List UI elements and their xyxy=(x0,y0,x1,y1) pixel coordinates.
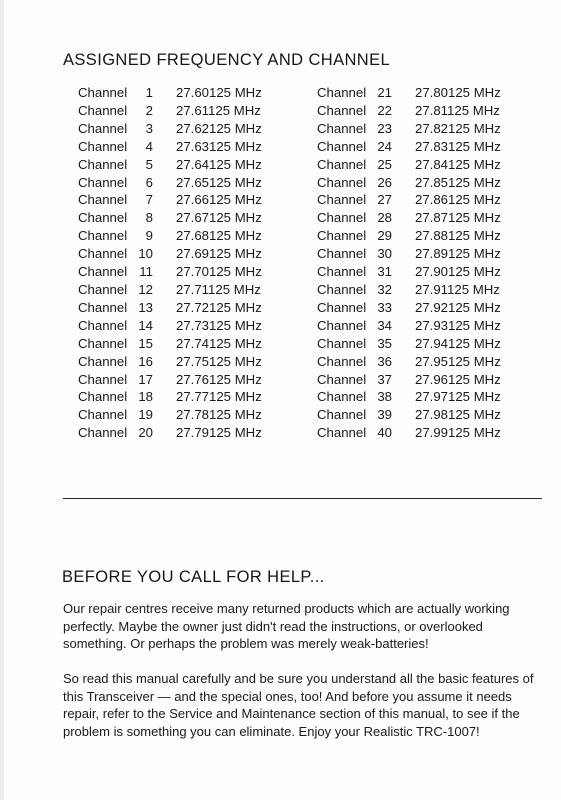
channel-row xyxy=(317,388,525,406)
channel-frequency xyxy=(176,263,286,281)
frequency-value: 27.86125 xyxy=(415,192,471,208)
channel-label: Channel xyxy=(78,281,128,297)
channel-label: Channel xyxy=(317,371,367,387)
frequency-value: 27.61125 xyxy=(176,102,231,118)
help-section-title: BEFORE YOU CALL FOR HELP... xyxy=(62,568,325,586)
frequency-unit: MHz xyxy=(234,85,262,100)
channel-label: Channel xyxy=(317,156,367,172)
frequency-value: 27.81125 xyxy=(415,102,470,118)
channel-frequency xyxy=(415,263,525,281)
channel-frequency xyxy=(176,191,286,209)
frequency-unit: MHz xyxy=(234,335,262,351)
channel-row xyxy=(317,424,525,442)
frequency-value: 27.67125 xyxy=(176,210,232,226)
channel-number: 29 xyxy=(377,228,392,244)
channel-frequency xyxy=(176,174,286,192)
channel-frequency xyxy=(176,120,286,138)
frequency-unit: MHz xyxy=(473,264,501,280)
channel-label: Channel xyxy=(317,174,367,190)
frequency-unit: MHz xyxy=(473,138,501,154)
channel-frequency xyxy=(415,84,525,102)
channel-frequency xyxy=(176,209,286,227)
frequency-value: 27.88125 xyxy=(415,228,471,244)
frequency-unit: MHz xyxy=(473,371,501,387)
frequency-unit: MHz xyxy=(234,156,262,172)
channel-label: Channel xyxy=(317,120,367,136)
channel-label: Channel xyxy=(78,389,128,405)
channel-label: Channel xyxy=(78,317,128,333)
channel-number: 25 xyxy=(377,156,392,172)
channel-row xyxy=(78,299,286,317)
channel-row xyxy=(78,353,286,371)
channel-row xyxy=(317,371,525,389)
channel-row xyxy=(78,138,286,156)
channel-number: 15 xyxy=(138,335,153,351)
channel-number: 9 xyxy=(145,228,153,244)
frequency-value: 27.91125 xyxy=(415,281,470,297)
channel-label: Channel xyxy=(78,156,128,172)
channel-frequency xyxy=(176,424,286,442)
channel-frequency xyxy=(176,138,286,156)
channel-frequency xyxy=(415,191,525,209)
frequency-value: 27.98125 xyxy=(415,407,471,423)
channel-row xyxy=(78,335,286,353)
channel-label: Channel xyxy=(78,335,128,351)
frequency-unit: MHz xyxy=(473,353,501,369)
channel-number: 11 xyxy=(139,264,153,280)
frequency-value: 27.71125 xyxy=(176,281,231,297)
channel-label: Channel xyxy=(78,228,128,244)
frequency-unit: MHz xyxy=(472,281,500,297)
channel-number: 3 xyxy=(145,120,153,136)
channel-label: Channel xyxy=(78,102,128,118)
channel-label: Channel xyxy=(78,299,128,315)
channel-label: Channel xyxy=(78,138,128,154)
channel-frequency xyxy=(415,353,525,371)
frequency-value: 27.64125 xyxy=(176,156,232,172)
page-edge-shadow xyxy=(0,0,4,800)
frequency-unit: MHz xyxy=(473,425,501,441)
channel-label: Channel xyxy=(317,317,367,333)
frequency-table-right xyxy=(317,84,525,442)
channel-row xyxy=(317,227,525,245)
channel-row xyxy=(78,317,286,335)
channel-number: 7 xyxy=(145,192,153,208)
channel-row xyxy=(78,263,286,281)
channel-frequency xyxy=(176,406,286,424)
frequency-value: 27.66125 xyxy=(176,192,232,208)
channel-row xyxy=(317,174,525,192)
channel-number: 33 xyxy=(377,299,392,315)
channel-number: 36 xyxy=(377,353,392,369)
channel-row xyxy=(78,406,286,424)
frequency-unit: MHz xyxy=(473,299,501,315)
channel-row xyxy=(78,120,286,138)
channel-row xyxy=(317,84,525,102)
frequency-value: 27.92125 xyxy=(415,299,471,315)
frequency-value: 27.87125 xyxy=(415,210,471,226)
channel-number: 34 xyxy=(377,317,392,333)
frequency-value: 27.93125 xyxy=(415,317,471,333)
frequency-value: 27.62125 xyxy=(176,120,232,136)
channel-frequency xyxy=(415,138,525,156)
channel-frequency xyxy=(176,317,286,335)
channel-number: 24 xyxy=(377,138,392,154)
channel-label: Channel xyxy=(78,210,128,226)
channel-frequency xyxy=(415,317,525,335)
channel-label: Channel xyxy=(317,246,367,262)
channel-row xyxy=(317,263,525,281)
frequency-value: 27.65125 xyxy=(176,174,232,190)
channel-frequency xyxy=(176,371,286,389)
frequency-value: 27.76125 xyxy=(176,371,232,387)
channel-label: Channel xyxy=(78,246,128,262)
frequency-unit: MHz xyxy=(234,264,262,280)
channel-label: Channel xyxy=(78,174,128,190)
channel-row xyxy=(78,388,286,406)
frequency-unit: MHz xyxy=(234,210,262,226)
channel-label: Channel xyxy=(78,85,128,100)
channel-row xyxy=(78,174,286,192)
channel-row xyxy=(317,245,525,263)
channel-number: 31 xyxy=(377,264,392,280)
channel-label: Channel xyxy=(317,138,367,154)
channel-number: 39 xyxy=(377,407,392,423)
frequency-section-title: ASSIGNED FREQUENCY AND CHANNEL xyxy=(63,51,391,69)
frequency-unit: MHz xyxy=(473,156,501,172)
frequency-value: 27.73125 xyxy=(176,317,232,333)
channel-row xyxy=(78,84,286,102)
channel-row xyxy=(317,209,525,227)
frequency-value: 27.80125 xyxy=(415,85,471,100)
channel-label: Channel xyxy=(317,299,367,315)
channel-number: 13 xyxy=(138,299,153,315)
help-paragraph-1: Our repair centres receive many returned products which are actually working perfectly. Maybe the owner just didn't read the instructions, or overlooked something. Or perhaps the problem was merely weak-batteries! xyxy=(63,601,510,652)
frequency-unit: MHz xyxy=(233,281,261,297)
channel-label: Channel xyxy=(317,85,367,100)
frequency-value: 27.90125 xyxy=(415,264,471,280)
channel-row xyxy=(317,317,525,335)
frequency-unit: MHz xyxy=(234,407,262,423)
channel-number: 4 xyxy=(145,138,153,154)
frequency-unit: MHz xyxy=(473,174,501,190)
frequency-value: 27.97125 xyxy=(415,389,471,405)
channel-frequency xyxy=(176,335,286,353)
channel-row xyxy=(78,191,286,209)
channel-number: 28 xyxy=(377,210,392,226)
channel-number: 8 xyxy=(145,210,153,226)
frequency-unit: MHz xyxy=(472,102,500,118)
frequency-unit: MHz xyxy=(233,102,261,118)
frequency-value: 27.94125 xyxy=(415,335,471,351)
frequency-unit: MHz xyxy=(234,353,262,369)
channel-row xyxy=(317,353,525,371)
frequency-unit: MHz xyxy=(234,246,262,262)
channel-frequency xyxy=(415,388,525,406)
frequency-value: 27.69125 xyxy=(176,246,232,262)
frequency-unit: MHz xyxy=(234,389,262,405)
channel-label: Channel xyxy=(317,407,367,423)
channel-label: Channel xyxy=(78,192,128,208)
channel-number: 14 xyxy=(138,317,153,333)
frequency-value: 27.95125 xyxy=(415,353,471,369)
frequency-unit: MHz xyxy=(473,210,501,226)
channel-row xyxy=(317,406,525,424)
channel-row xyxy=(317,102,525,120)
frequency-value: 27.75125 xyxy=(176,353,232,369)
frequency-value: 27.68125 xyxy=(176,228,232,244)
channel-number: 17 xyxy=(138,371,153,387)
channel-row xyxy=(317,191,525,209)
frequency-unit: MHz xyxy=(473,317,501,333)
channel-frequency xyxy=(176,388,286,406)
channel-frequency xyxy=(415,120,525,138)
channel-frequency xyxy=(176,245,286,263)
channel-number: 10 xyxy=(138,246,153,262)
channel-number: 20 xyxy=(138,425,153,441)
frequency-unit: MHz xyxy=(473,389,501,405)
frequency-unit: MHz xyxy=(234,425,262,441)
channel-row xyxy=(78,227,286,245)
channel-number: 5 xyxy=(145,156,153,172)
channel-row xyxy=(317,335,525,353)
channel-row xyxy=(78,245,286,263)
channel-number: 37 xyxy=(377,371,392,387)
frequency-value: 27.63125 xyxy=(176,138,232,154)
help-paragraph-2: So read this manual carefully and be sure you understand all the basic features of this Transceiver — and the special ones, too! And before you assume it needs repair, refer to the Service and Maintenance section of this manual, to see if the problem is something you can eliminate. Enjoy your Realistic TRC-1007! xyxy=(63,671,534,739)
channel-label: Channel xyxy=(317,264,367,280)
channel-number: 1 xyxy=(145,85,153,100)
channel-number: 27 xyxy=(377,192,392,208)
frequency-value: 27.70125 xyxy=(176,264,232,280)
frequency-value: 27.78125 xyxy=(176,407,232,423)
channel-frequency xyxy=(176,281,286,299)
channel-label: Channel xyxy=(317,389,367,405)
channel-label: Channel xyxy=(78,371,128,387)
channel-row xyxy=(78,424,286,442)
frequency-value: 27.83125 xyxy=(415,138,471,154)
channel-frequency xyxy=(415,371,525,389)
frequency-value: 27.96125 xyxy=(415,371,471,387)
frequency-unit: MHz xyxy=(234,138,262,154)
frequency-unit: MHz xyxy=(473,335,501,351)
channel-frequency xyxy=(415,335,525,353)
frequency-value: 27.79125 xyxy=(176,425,232,441)
channel-number: 12 xyxy=(138,281,153,297)
channel-frequency xyxy=(176,299,286,317)
channel-row xyxy=(78,371,286,389)
channel-frequency xyxy=(415,424,525,442)
channel-label: Channel xyxy=(78,425,128,441)
channel-row xyxy=(78,209,286,227)
frequency-unit: MHz xyxy=(234,120,262,136)
channel-label: Channel xyxy=(317,335,367,351)
frequency-value: 27.60125 xyxy=(176,85,232,100)
channel-number: 16 xyxy=(138,353,153,369)
channel-frequency xyxy=(415,299,525,317)
frequency-value: 27.72125 xyxy=(176,299,232,315)
channel-number: 40 xyxy=(377,425,392,441)
channel-row xyxy=(78,281,286,299)
channel-row xyxy=(317,138,525,156)
frequency-value: 27.77125 xyxy=(176,389,232,405)
frequency-unit: MHz xyxy=(473,228,501,244)
frequency-value: 27.82125 xyxy=(415,120,471,136)
frequency-unit: MHz xyxy=(473,407,501,423)
channel-frequency xyxy=(415,245,525,263)
frequency-unit: MHz xyxy=(473,85,501,100)
channel-label: Channel xyxy=(317,425,367,441)
channel-label: Channel xyxy=(317,228,367,244)
channel-row xyxy=(78,102,286,120)
channel-number: 19 xyxy=(138,407,153,423)
frequency-unit: MHz xyxy=(473,246,501,262)
channel-label: Channel xyxy=(78,353,128,369)
channel-number: 38 xyxy=(377,389,392,405)
channel-frequency xyxy=(176,353,286,371)
channel-frequency xyxy=(415,174,525,192)
channel-number: 22 xyxy=(377,102,392,118)
channel-number: 21 xyxy=(377,85,392,100)
channel-number: 2 xyxy=(145,102,153,118)
frequency-value: 27.85125 xyxy=(415,174,471,190)
channel-frequency xyxy=(415,281,525,299)
channel-frequency xyxy=(176,227,286,245)
channel-number: 23 xyxy=(377,120,392,136)
channel-number: 32 xyxy=(377,281,392,297)
frequency-unit: MHz xyxy=(473,192,501,208)
channel-frequency xyxy=(176,156,286,174)
frequency-value: 27.84125 xyxy=(415,156,471,172)
channel-row xyxy=(317,120,525,138)
section-divider xyxy=(63,498,542,499)
channel-frequency xyxy=(176,84,286,102)
frequency-table-left xyxy=(78,84,286,442)
frequency-unit: MHz xyxy=(234,317,262,333)
frequency-unit: MHz xyxy=(473,120,501,136)
channel-label: Channel xyxy=(78,120,128,136)
frequency-unit: MHz xyxy=(234,174,262,190)
channel-label: Channel xyxy=(317,192,367,208)
frequency-unit: MHz xyxy=(234,299,262,315)
frequency-value: 27.74125 xyxy=(176,335,232,351)
channel-number: 18 xyxy=(138,389,153,405)
frequency-unit: MHz xyxy=(234,371,262,387)
channel-label: Channel xyxy=(78,264,128,280)
channel-label: Channel xyxy=(317,281,367,297)
frequency-value: 27.89125 xyxy=(415,246,471,262)
channel-frequency xyxy=(415,209,525,227)
channel-frequency xyxy=(415,102,525,120)
channel-row xyxy=(317,281,525,299)
channel-number: 30 xyxy=(377,246,392,262)
channel-row xyxy=(78,156,286,174)
channel-frequency xyxy=(176,102,286,120)
channel-row xyxy=(317,156,525,174)
channel-label: Channel xyxy=(317,210,367,226)
channel-frequency xyxy=(415,406,525,424)
channel-frequency xyxy=(415,227,525,245)
channel-label: Channel xyxy=(78,407,128,423)
channel-label: Channel xyxy=(317,353,367,369)
channel-number: 26 xyxy=(377,174,392,190)
channel-frequency xyxy=(415,156,525,174)
channel-label: Channel xyxy=(317,102,367,118)
frequency-unit: MHz xyxy=(234,228,262,244)
channel-number: 35 xyxy=(377,335,392,351)
channel-number: 6 xyxy=(145,174,153,190)
frequency-value: 27.99125 xyxy=(415,425,471,441)
channel-row xyxy=(317,299,525,317)
frequency-unit: MHz xyxy=(234,192,262,208)
